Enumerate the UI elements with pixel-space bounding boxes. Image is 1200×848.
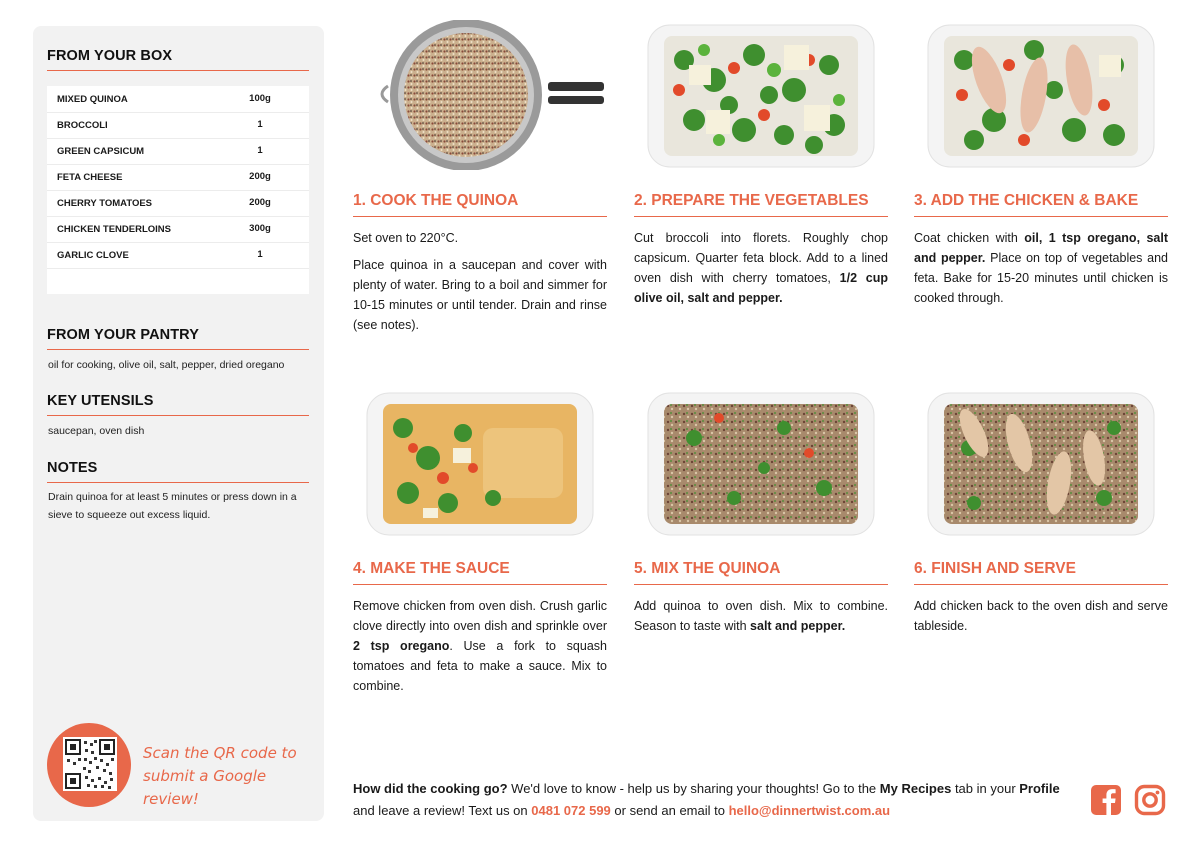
- step-text: [353, 596, 607, 696]
- step-text: Place quinoa in a saucepan and cover with plenty of water. Bring to a boil and simmer for 10-15 minutes or until tender. Drain and rinse (see notes).: [353, 258, 607, 332]
- step-text: [634, 596, 888, 636]
- divider: [634, 216, 888, 217]
- qr-code-icon[interactable]: [63, 737, 117, 791]
- footer-text: tab in your: [951, 781, 1020, 796]
- ingredient-qty: 300g: [249, 223, 271, 234]
- step-text-bold: oil, 1 tsp oregano, salt and pepper.: [914, 231, 1168, 265]
- ingredient-qty: 200g: [249, 197, 271, 208]
- step-text-part: . Use a fork to squash tomatoes and feta to make a sauce. Mix to combine.: [353, 639, 607, 693]
- step-text-part: Place on top of vegetables and feta. Bake for 15-20 minutes until chicken is cooked through.: [914, 251, 1168, 305]
- step-6-title: 6. FINISH AND SERVE: [914, 560, 1076, 577]
- ingredient-name: BROCCOLI: [57, 120, 108, 131]
- ingredient-qty: 200g: [249, 171, 271, 182]
- step-text-part: Coat chicken with: [914, 231, 1025, 245]
- step-6-body: [914, 596, 1168, 643]
- ingredient-row: [47, 190, 309, 217]
- step-1-photo: [353, 20, 607, 170]
- divider: [47, 70, 309, 71]
- pantry-text: oil for cooking, olive oil, salt, pepper, dried oregano: [48, 359, 285, 371]
- ingredient-row: [47, 112, 309, 139]
- qr-badge[interactable]: [47, 723, 131, 807]
- ingredient-row: [47, 138, 309, 165]
- qr-caption: [143, 742, 313, 811]
- step-1-body: [353, 228, 607, 342]
- step-3-body: [914, 228, 1168, 315]
- ingredient-qty: 100g: [249, 93, 271, 104]
- email-link[interactable]: hello@dinnertwist.com.au: [728, 803, 891, 818]
- divider: [47, 482, 309, 483]
- divider: [47, 415, 309, 416]
- step-2-body: [634, 228, 888, 315]
- step-text: [634, 228, 888, 308]
- step-4-title: 4. MAKE THE SAUCE: [353, 560, 510, 577]
- divider: [353, 216, 607, 217]
- step-2-photo: [634, 20, 888, 170]
- step-6-photo: [914, 388, 1168, 538]
- step-3-title: 3. ADD THE CHICKEN & BAKE: [914, 192, 1139, 209]
- instagram-icon[interactable]: [1134, 784, 1166, 816]
- divider: [353, 584, 607, 585]
- qr-caption-line: submit a Google review!: [143, 767, 267, 808]
- step-2-title: 2. PREPARE THE VEGETABLES: [634, 192, 869, 209]
- step-1-title: 1. COOK THE QUINOA: [353, 192, 519, 209]
- ingredient-name: FETA CHEESE: [57, 172, 123, 183]
- ingredient-row: [47, 216, 309, 243]
- step-5-title: 5. MIX THE QUINOA: [634, 560, 781, 577]
- divider: [914, 216, 1168, 217]
- ingredient-name: CHERRY TOMATOES: [57, 198, 153, 209]
- facebook-icon[interactable]: [1090, 784, 1122, 816]
- ingredient-qty: 1: [257, 249, 263, 260]
- utensils-heading: KEY UTENSILS: [47, 393, 154, 409]
- divider: [47, 349, 309, 350]
- step-text-bold: 1/2 cup olive oil, salt and pepper.: [634, 271, 889, 305]
- ingredient-name: GARLIC CLOVE: [57, 250, 129, 261]
- notes-heading: NOTES: [47, 460, 98, 476]
- divider: [914, 584, 1168, 585]
- ingredient-qty: 1: [257, 119, 263, 130]
- step-4-photo: [353, 388, 607, 538]
- step-text: [914, 228, 1168, 308]
- ingredients-table: [47, 86, 309, 294]
- ingredient-row: [47, 242, 309, 269]
- step-5-body: [634, 596, 888, 643]
- feedback-footer: [353, 778, 1073, 822]
- sidebar: [33, 26, 324, 821]
- step-text-part: Remove chicken from oven dish. Crush garlic clove directly into oven dish and sprinkle over: [353, 599, 607, 633]
- footer-my-recipes: My Recipes: [879, 781, 952, 796]
- ingredient-name: MIXED QUINOA: [57, 94, 128, 105]
- step-3-photo: [914, 20, 1168, 170]
- ingredient-qty: 1: [257, 145, 263, 156]
- utensils-text: saucepan, oven dish: [48, 425, 145, 437]
- step-text-part: Cut broccoli into florets. Roughly chop capsicum. Quarter feta block. Add to a lined oven dish with cherry tomatoes,: [634, 231, 888, 285]
- qr-caption-line: Scan the QR code to: [143, 744, 297, 762]
- footer-profile: Profile: [1019, 781, 1060, 796]
- pantry-heading: FROM YOUR PANTRY: [47, 327, 199, 343]
- ingredient-name: GREEN CAPSICUM: [57, 146, 145, 157]
- phone-link[interactable]: 0481 072 599: [531, 803, 611, 818]
- step-5-photo: [634, 388, 888, 538]
- footer-question: How did the cooking go?: [353, 781, 508, 796]
- footer-text: or send an email to: [610, 803, 729, 818]
- notes-text: Drain quinoa for at least 5 minutes or press down in a sieve to squeeze out excess liquid.: [48, 491, 297, 521]
- divider: [634, 584, 888, 585]
- step-text-part: Add quinoa to oven dish. Mix to combine. Season to taste with: [634, 599, 888, 633]
- ingredient-row: [47, 164, 309, 191]
- from-box-heading: FROM YOUR BOX: [47, 48, 173, 64]
- ingredient-row: [47, 86, 309, 113]
- footer-text: and leave a review! Text us on: [353, 803, 532, 818]
- step-text-bold: salt and pepper.: [750, 619, 846, 633]
- ingredient-name: CHICKEN TENDERLOINS: [57, 224, 172, 235]
- step-text: Set oven to 220°C.: [353, 231, 459, 245]
- step-4-body: [353, 596, 607, 703]
- footer-text: We'd love to know - help us by sharing your thoughts! Go to the: [507, 781, 880, 796]
- step-text-bold: 2 tsp oregano: [353, 639, 450, 653]
- step-text: Add chicken back to the oven dish and serve tableside.: [914, 599, 1168, 633]
